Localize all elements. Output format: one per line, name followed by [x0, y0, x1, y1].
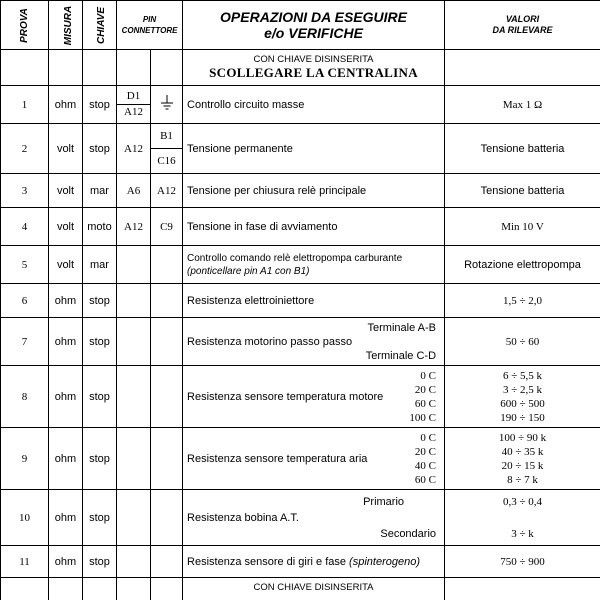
table-row — [1, 366, 600, 428]
table-row — [1, 490, 600, 546]
header-misura: MISURA — [49, 1, 83, 50]
chiave-cell: stop — [83, 490, 117, 546]
prova-number: 1 — [1, 86, 49, 124]
section-title: CON CHIAVE DISINSERITA SCOLLEGARE LA CENTRALINA — [183, 50, 445, 86]
table-row — [1, 428, 600, 490]
misura-cell: ohm — [49, 490, 83, 546]
misura-cell: ohm — [49, 284, 83, 318]
section-title: CON CHIAVE DISINSERITA — [183, 578, 445, 600]
chiave-cell: mar — [83, 246, 117, 284]
prova-number: 10 — [1, 490, 49, 546]
pin2-cell: A12 — [151, 174, 183, 208]
misura-cell: ohm — [49, 318, 83, 366]
pin2-cell: C9 — [151, 208, 183, 246]
table-row — [1, 124, 600, 174]
prova-number: 4 — [1, 208, 49, 246]
header-pin: PIN CONNETTORE — [117, 1, 183, 50]
pin1-cell: D1 A12 — [117, 86, 151, 124]
prova-number: 6 — [1, 284, 49, 318]
pin1-cell: A12 — [117, 124, 151, 174]
valore-cell: 6 ÷ 5,5 k 3 ÷ 2,5 k 600 ÷ 500 190 ÷ 150 — [445, 366, 600, 428]
prova-number: 11 — [1, 546, 49, 578]
operazione-cell: Primario Resistenza bobina A.T. Secondario — [183, 490, 445, 546]
table-row — [1, 174, 600, 208]
valore-cell: 750 ÷ 900 — [445, 546, 600, 578]
chiave-cell: moto — [83, 208, 117, 246]
misura-cell: volt — [49, 208, 83, 246]
valore-cell: Tensione batteria — [445, 174, 600, 208]
header-valori: VALORI DA RILEVARE — [445, 1, 600, 50]
section-row — [1, 50, 600, 86]
prova-number: 7 — [1, 318, 49, 366]
header-row — [1, 1, 600, 50]
table-row — [1, 208, 600, 246]
misura-cell: volt — [49, 124, 83, 174]
operazione-cell: Tensione permanente — [183, 124, 445, 174]
valore-cell: 100 ÷ 90 k 40 ÷ 35 k 20 ÷ 15 k 8 ÷ 7 k — [445, 428, 600, 490]
valore-cell: Tensione batteria — [445, 124, 600, 174]
pin1-cell: A6 — [117, 174, 151, 208]
operazione-cell: Terminale A-B Resistenza motorino passo passo Terminale C-D — [183, 318, 445, 366]
prova-number: 2 — [1, 124, 49, 174]
table-row — [1, 284, 600, 318]
valore-cell: 1,5 ÷ 2,0 — [445, 284, 600, 318]
operazione-cell: Tensione per chiusura relè principale — [183, 174, 445, 208]
misura-cell: ohm — [49, 86, 83, 124]
chiave-cell: stop — [83, 366, 117, 428]
prova-number: 3 — [1, 174, 49, 208]
operazione-cell: Resistenza sensore di giri e fase (spinterogeno) — [183, 546, 445, 578]
table-row — [1, 546, 600, 578]
chiave-cell: mar — [83, 174, 117, 208]
valore-cell: 50 ÷ 60 — [445, 318, 600, 366]
prova-number: 9 — [1, 428, 49, 490]
valore-cell: Max 1 Ω — [445, 86, 600, 124]
header-chiave: CHIAVE — [83, 1, 117, 50]
misura-cell: ohm — [49, 428, 83, 490]
chiave-cell: stop — [83, 546, 117, 578]
header-operazioni: OPERAZIONI DA ESEGUIRE e/o VERIFICHE — [183, 1, 445, 50]
operazione-cell: Controllo comando relè elettropompa carburante (ponticellare pin A1 con B1) — [183, 246, 445, 284]
misura-cell: volt — [49, 246, 83, 284]
header-prova: PROVA — [1, 1, 49, 50]
operazione-cell: Resistenza elettroiniettore — [183, 284, 445, 318]
section-row — [1, 578, 600, 600]
chiave-cell: stop — [83, 284, 117, 318]
misura-cell: ohm — [49, 366, 83, 428]
chiave-cell: stop — [83, 318, 117, 366]
chiave-cell: stop — [83, 428, 117, 490]
pin1-cell: A12 — [117, 208, 151, 246]
misura-cell: ohm — [49, 546, 83, 578]
table-row — [1, 86, 600, 124]
table-row — [1, 318, 600, 366]
operazione-cell: Resistenza sensore temperatura aria 0 C 20 C 40 C 60 C — [183, 428, 445, 490]
ground-icon — [151, 86, 183, 124]
pin2-cell: B1 C16 — [151, 124, 183, 174]
valore-cell: Rotazione elettropompa — [445, 246, 600, 284]
prova-number: 5 — [1, 246, 49, 284]
operazione-cell: Tensione in fase di avviamento — [183, 208, 445, 246]
valore-cell: 0,3 ÷ 0,4 3 ÷ k — [445, 490, 600, 546]
prova-number: 8 — [1, 366, 49, 428]
misura-cell: volt — [49, 174, 83, 208]
valore-cell: Min 10 V — [445, 208, 600, 246]
operazione-cell: Controllo circuito masse — [183, 86, 445, 124]
chiave-cell: stop — [83, 124, 117, 174]
chiave-cell: stop — [83, 86, 117, 124]
table-row — [1, 246, 600, 284]
operazione-cell: Resistenza sensore temperatura motore 0 C 20 C 60 C 100 C — [183, 366, 445, 428]
